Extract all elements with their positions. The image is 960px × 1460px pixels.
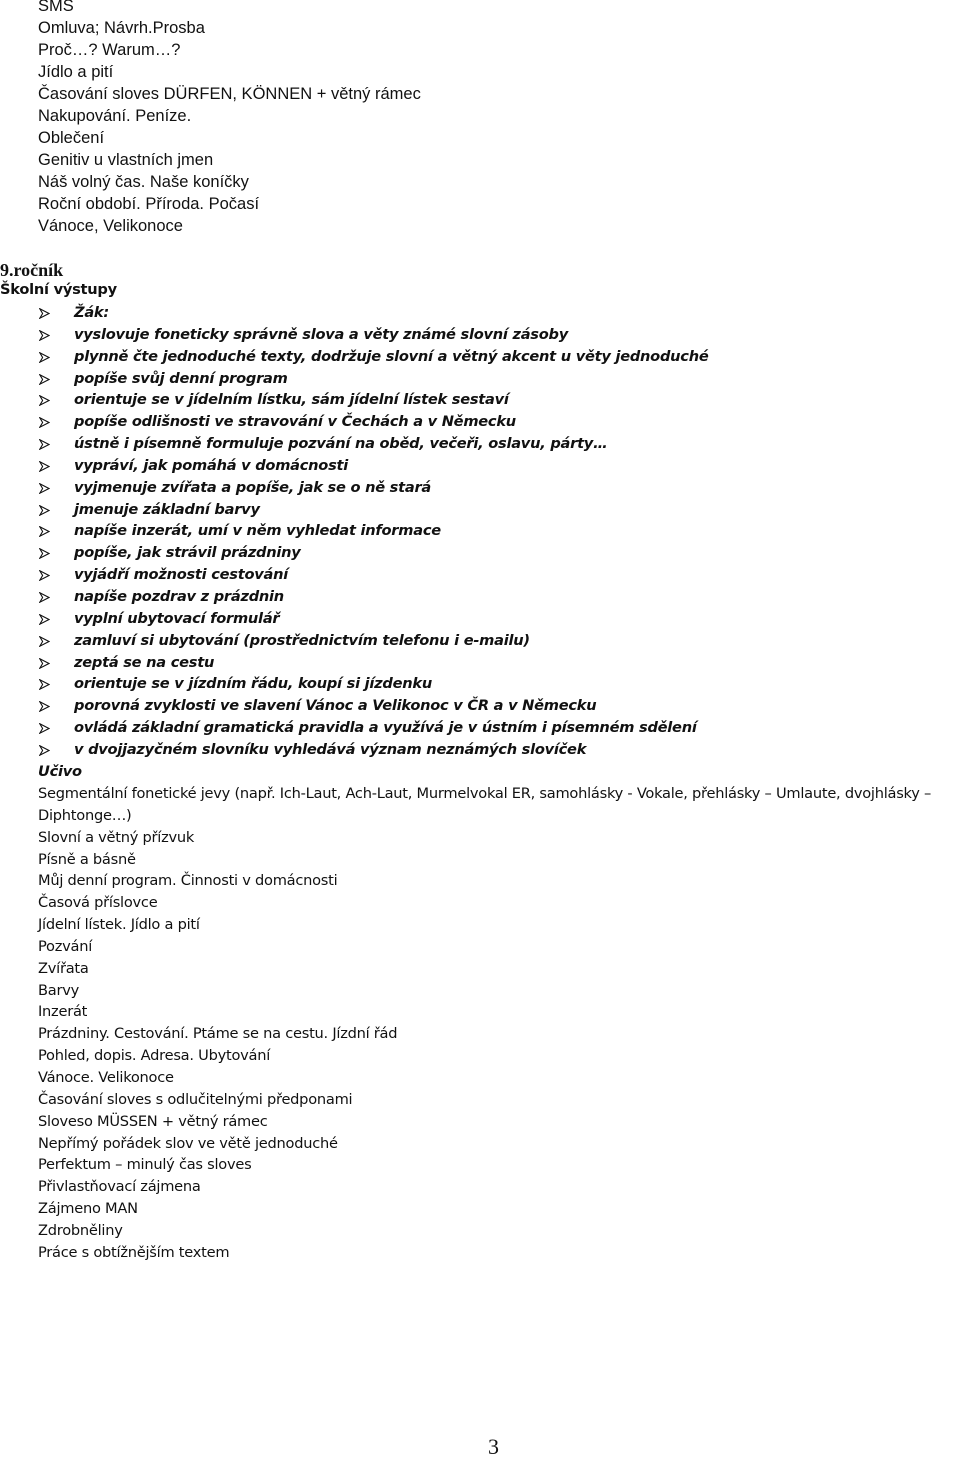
curriculum-line: Zájmeno MAN [38,1200,138,1218]
outcome-item [38,368,708,390]
outcome-item [38,564,708,586]
arrowhead-bullet-icon [38,717,52,739]
outcomes-heading: Školní výstupy [0,281,117,298]
outcome-item [38,673,708,695]
arrowhead-bullet-icon [38,389,52,411]
outcome-text: v dvojjazyčném slovníku vyhledává význam neznámých slovíček [74,740,587,758]
outcome-text: napíše inzerát, umí v něm vyhledat informace [74,522,441,540]
arrowhead-bullet-icon [38,499,52,521]
arrowhead-bullet-icon [38,739,52,761]
curriculum-line: Jídelní lístek. Jídlo a pití [38,916,200,934]
curriculum-line: Zvířata [38,959,89,977]
outcome-text: popíše svůj denní program [74,369,288,387]
arrowhead-bullet-icon [38,695,52,717]
outcome-item [38,455,708,477]
topic-line: Jídlo a pití [38,63,114,81]
outcome-text: orientuje se v jídelním lístku, sám jídelní lístek sestaví [74,391,509,409]
outcome-text: zamluví si ubytování (prostřednictvím telefonu i e-mailu) [74,631,530,649]
arrowhead-bullet-icon [38,520,52,542]
arrowhead-bullet-icon [38,652,52,674]
outcome-text: Žák: [74,304,109,321]
curriculum-line: Inzerát [38,1003,88,1021]
curriculum-line: Pozvání [38,937,93,955]
arrowhead-bullet-icon [38,324,52,346]
outcome-item [38,324,708,346]
curriculum-line: Můj denní program. Činnosti v domácnosti [38,872,338,890]
outcome-item [38,302,708,324]
topic-line: Omluva; Návrh.Prosba [38,19,205,37]
curriculum-line: Přivlastňovací zájmena [38,1178,201,1196]
curriculum-line: Barvy [38,981,79,999]
curriculum-line: Segmentální fonetické jevy (např. Ich-Laut, Ach-Laut, Murmelvokal ER, samohlásky - Vokale, přehlásky – Umlaute, dvojhlásky – Diphtonge…) [38,785,932,824]
outcome-text: vyslovuje foneticky správně slova a věty známé slovní zásoby [74,325,568,343]
curriculum-line: Pohled, dopis. Adresa. Ubytování [38,1047,271,1065]
outcome-item [38,608,708,630]
outcome-text: ovládá základní gramatická pravidla a využívá je v ústním i písemném sdělení [74,719,697,737]
topic-line: Proč…? Warum…? [38,41,181,59]
curriculum-line: Časová příslovce [38,894,158,912]
curriculum-line: Sloveso MÜSSEN + větný rámec [38,1112,268,1130]
outcome-text: popíše odlišnosti ve stravování v Čechách a v Německu [74,413,516,431]
outcome-text: zeptá se na cestu [74,653,215,671]
topic-line: Časování sloves DÜRFEN, KÖNNEN + větný rámec [38,85,421,103]
outcome-item [38,477,708,499]
topic-line: SMS [38,0,74,15]
outcome-item [38,520,708,542]
arrowhead-bullet-icon [38,630,52,652]
arrowhead-bullet-icon [38,477,52,499]
outcome-text: vypráví, jak pomáhá v domácnosti [74,456,348,474]
outcome-item [38,346,708,368]
topic-line: Vánoce, Velikonoce [38,217,183,235]
outcome-text: napíše pozdrav z prázdnin [74,587,284,605]
curriculum-list [38,783,960,1264]
curriculum-line: Nepřímý pořádek slov ve větě jednoduché [38,1134,338,1152]
outcome-item [38,433,708,455]
outcome-item [38,389,708,411]
outcome-text: plynně čte jednoduché texty, dodržuje slovní a větný akcent u věty jednoduché [74,347,709,365]
curriculum-line: Perfektum – minulý čas sloves [38,1156,252,1174]
curriculum-line: Zdrobněliny [38,1221,123,1239]
grade-heading: 9.ročník [0,260,64,280]
outcome-item [38,499,708,521]
curriculum-line: Písně a básně [38,850,136,868]
topic-line: Genitiv u vlastních jmen [38,151,214,169]
topic-line: Náš volný čas. Naše koníčky [38,173,249,191]
arrowhead-bullet-icon [38,542,52,564]
topic-line: Nakupování. Peníze. [38,107,192,125]
arrowhead-bullet-icon [38,411,52,433]
outcome-text: jmenuje základní barvy [74,500,260,518]
curriculum-line: Prázdniny. Cestování. Ptáme se na cestu. Jízdní řád [38,1025,398,1043]
outcome-item [38,695,708,717]
topic-line: Roční období. Příroda. Počasí [38,195,260,213]
outcome-item [38,739,708,761]
arrowhead-bullet-icon [38,346,52,368]
curriculum-line: Vánoce. Velikonoce [38,1068,174,1086]
arrowhead-bullet-icon [38,433,52,455]
arrowhead-bullet-icon [38,586,52,608]
curriculum-line: Slovní a větný přízvuk [38,828,195,846]
topic-line: Oblečení [38,129,105,147]
page-number: 3 [488,1434,499,1459]
outcome-item [38,717,708,739]
outcome-item [38,652,708,674]
outcome-text: popíše, jak strávil prázdniny [74,544,301,562]
outcome-item [38,542,708,564]
outcome-text: orientuje se v jízdním řádu, koupí si jízdenku [74,675,432,693]
outcome-item [38,630,708,652]
outcome-text: vyjmenuje zvířata a popíše, jak se o ně stará [74,478,431,496]
outcome-text: vyjádří možnosti cestování [74,566,288,584]
arrowhead-bullet-icon [38,302,52,324]
curriculum-line: Časování sloves s odlučitelnými předponami [38,1090,353,1108]
arrowhead-bullet-icon [38,673,52,695]
arrowhead-bullet-icon [38,368,52,390]
curriculum-line: Práce s obtížnějším textem [38,1243,230,1261]
outcome-item [38,411,708,433]
arrowhead-bullet-icon [38,564,52,586]
outcome-text: ústně i písemně formuluje pozvání na oběd, večeři, oslavu, párty… [74,435,608,453]
outcome-text: vyplní ubytovací formulář [74,609,280,627]
outcome-text: porovná zvyklosti ve slavení Vánoc a Velikonoc v ČR a v Německu [74,697,597,715]
arrowhead-bullet-icon [38,455,52,477]
outcome-item [38,586,708,608]
curriculum-heading: Učivo [38,763,82,780]
outcomes-list [38,302,708,761]
topic-list [38,0,421,237]
arrowhead-bullet-icon [38,608,52,630]
